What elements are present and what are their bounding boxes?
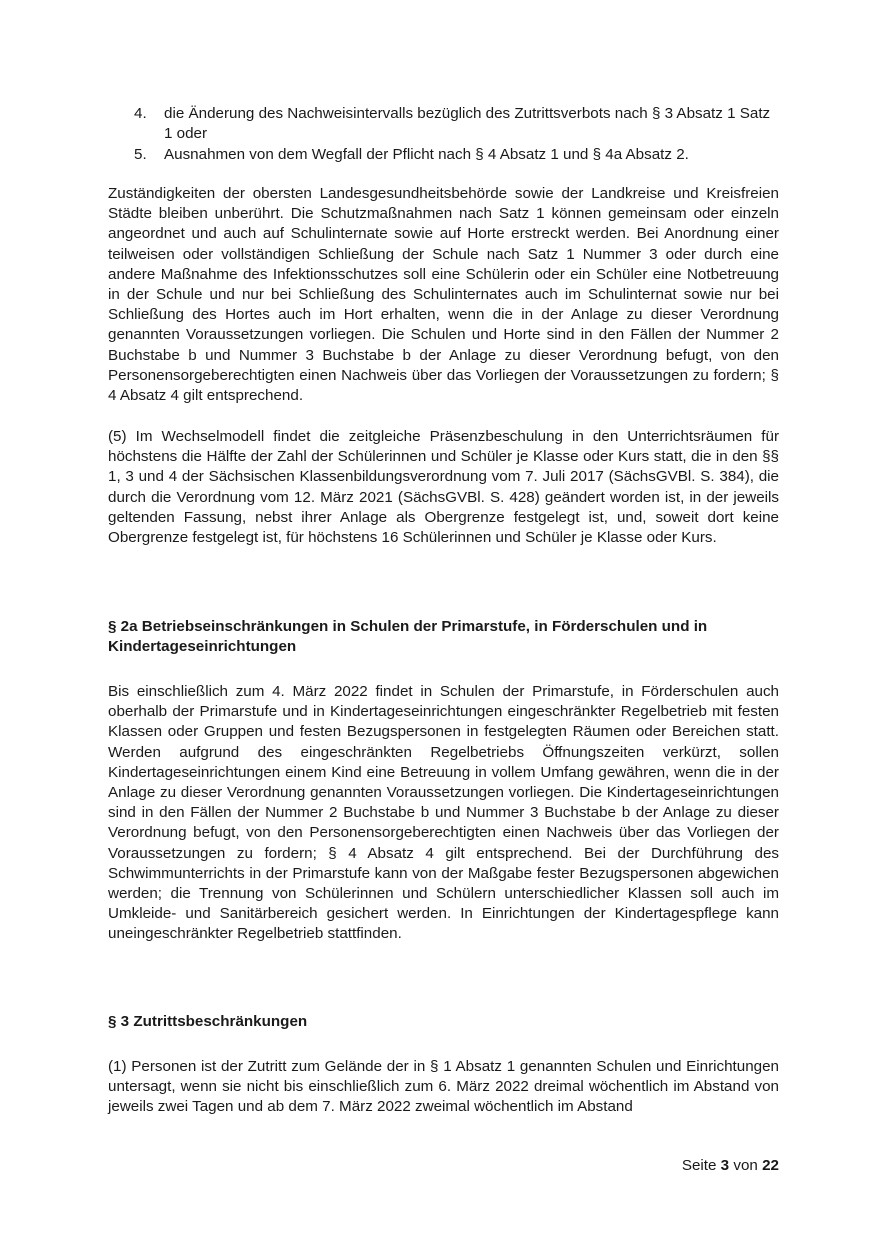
list-number: 4.	[134, 105, 147, 122]
section-heading-2a: § 2a Betriebseinschränkungen in Schulen der Primarstufe, in Förderschulen und in Kindertageseinrichtungen	[108, 618, 708, 656]
current-page: 3	[720, 1157, 730, 1174]
list-text: Ausnahmen von dem Wegfall der Pflicht nach § 4 Absatz 1 und § 4a Absatz 2.	[164, 146, 689, 163]
paragraph-2a: Bis einschließlich zum 4. März 2022 findet in Schulen der Primarstufe, in Förderschulen auch oberhalb der Primarstufe und in Kindertageseinrichtungen eingeschränkter Regelbetrieb mit festen Klassen oder Gruppen und festen Bezugspersonen in festgelegten Räumen oder Bereichen statt. Werden aufgrund des eingeschränkten Regelbetriebs Öffnungszeiten verkürzt, sollen Kindertageseinrichtungen einem Kind eine Betreuung in vollem Umfang gewähren, wenn die in der Anlage zu dieser Verordnung genannten Voraussetzungen vorliegen. Die Kindertageseinrichtungen sind in den Fällen der Nummer 2 Buchstabe b und Nummer 3 Buchstabe b der Anlage zu dieser Verordnung befugt, von den Personensorgeberechtigten einen Nachweis über das Vorliegen der Voraussetzungen zu fordern; § 4 Absatz 4 gilt entsprechend. Bei der Durchführung des Schwimmunterrichts in der Primarstufe kann von der Maßgabe fester Bezugspersonen abgewichen werden; die Trennung von Schülerinnen und Schülern unterschiedlicher Klassen soll auch im Umkleide- und Sanitärbereich gesichert werden. In Einrichtungen der Kindertagespflege kann uneingeschränkter Regelbetrieb stattfinden.	[108, 683, 779, 943]
paragraph-absatz-5: (5) Im Wechselmodell findet die zeitgleiche Präsenzbeschulung in den Unterrichtsräumen für höchstens die Hälfte der Zahl der Schülerinnen und Schüler je Klasse oder Kurs statt, die in den §§ 1, 3 und 4 der Sächsischen Klassenbildungsverordnung vom 7. Juli 2017 (SächsGVBl. S. 384), die durch die Verordnung vom 12. März 2021 (SächsGVBl. S. 428) geändert worden ist, in der jeweils geltenden Fassung, nebst ihrer Anlage als Obergrenze festgelegt ist, und, soweit dort keine Obergrenze festgelegt ist, für höchstens 16 Schülerinnen und Schüler je Klasse oder Kurs.	[108, 428, 779, 547]
page-number	[682, 1156, 779, 1176]
list-number: 5.	[134, 146, 147, 163]
paragraph-3-absatz-1: (1) Personen ist der Zutritt zum Gelände der in § 1 Absatz 1 genannten Schulen und Einrichtungen untersagt, wenn sie nicht bis einschließlich zum 6. März 2022 dreimal wöchentlich im Abstand von jeweils zwei Tagen und ab dem 7. März 2022 zweimal wöchentlich im Abstand	[108, 1058, 779, 1116]
paragraph-zustaendigkeiten: Zuständigkeiten der obersten Landesgesundheitsbehörde sowie der Landkreise und Kreisfreien Städte bleiben unberührt. Die Schutzmaßnahmen nach Satz 1 können gemeinsam oder einzeln angeordnet und auch auf Schulinternate sowie auf Horte erstreckt werden. Bei Anordnung einer teilweisen oder vollständigen Schließung der Schule nach Satz 1 Nummer 3 oder durch eine andere Maßnahme des Infektionsschutzes soll eine Schülerin oder ein Schüler eine Notbetreuung in der Schule und nur bei Schließung des Schulinternates auch im Schulinternat sowie nur bei Schließung des Hortes auch im Hort erhalten, wenn die in der Anlage zu dieser Verordnung genannten Voraussetzungen vorliegen. Die Schulen und Horte sind in den Fällen der Nummer 2 Buchstabe b und Nummer 3 Buchstabe b der Anlage zu dieser Verordnung befugt, von den Personensorgeberechtigten einen Nachweis über das Vorliegen der Voraussetzungen zu fordern; § 4 Absatz 4 gilt entsprechend.	[108, 185, 779, 405]
total-pages: 22	[762, 1157, 779, 1174]
page-of: von	[733, 1157, 758, 1174]
page-label: Seite	[681, 1157, 717, 1174]
list-text: die Änderung des Nachweisintervalls bezüglich des Zutrittsverbots nach § 3 Absatz 1 Satz 1 oder	[164, 105, 771, 143]
section-heading-3: § 3 Zutrittsbeschränkungen	[108, 1013, 308, 1030]
